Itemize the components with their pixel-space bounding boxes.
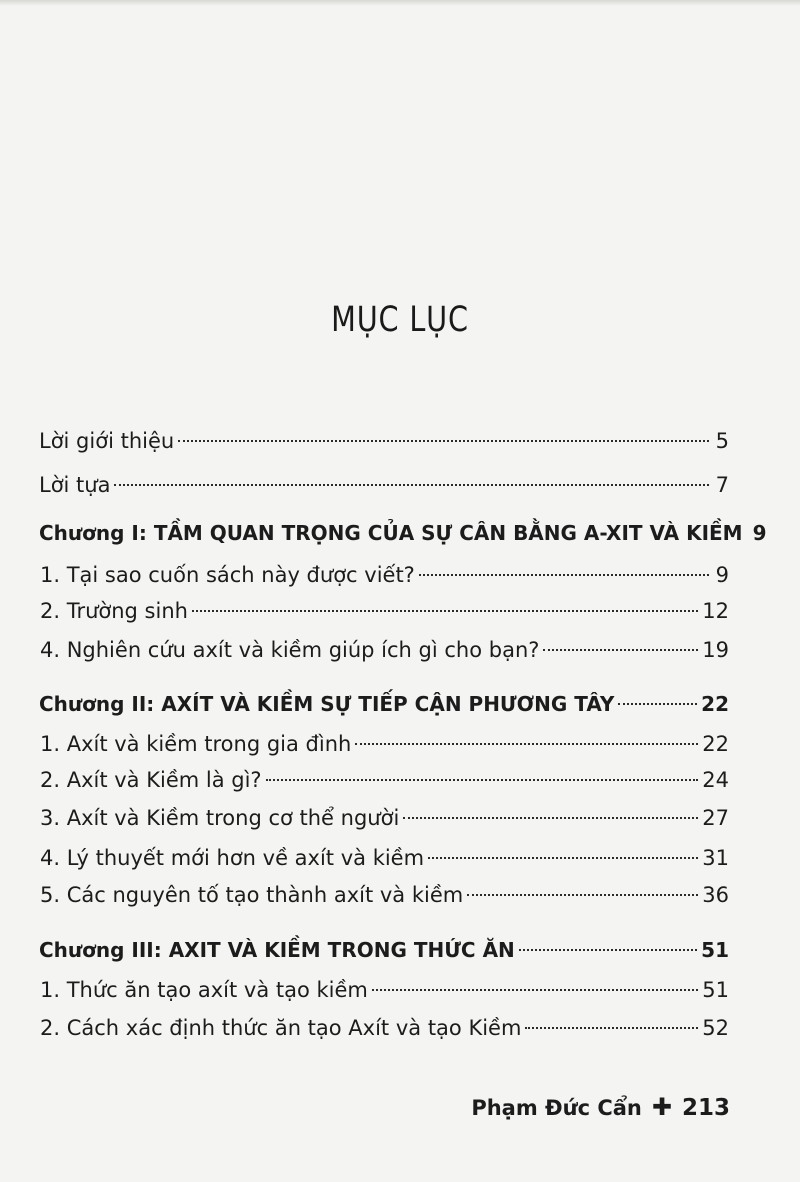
author-name: Phạm Đức Cẩn bbox=[471, 1096, 642, 1120]
toc-entry-label: 2. Axít và Kiềm là gì? bbox=[40, 768, 262, 792]
toc-entry-page: 31 bbox=[702, 846, 729, 870]
toc-entry bbox=[39, 880, 729, 910]
toc-entry-label: Lời giới thiệu bbox=[39, 429, 175, 453]
toc-entry bbox=[39, 843, 729, 873]
toc-entry bbox=[39, 635, 729, 665]
toc-entry-label: 2. Cách xác định thức ăn tạo Axít và tạo Kiềm bbox=[40, 1016, 522, 1040]
toc-entry-page: 12 bbox=[702, 599, 729, 623]
toc-entry bbox=[39, 560, 729, 590]
dot-leader bbox=[192, 610, 698, 612]
toc-entry bbox=[39, 765, 729, 795]
dot-leader bbox=[266, 779, 699, 781]
toc-entry-label: 4. Nghiên cứu axít và kiềm giúp ích gì cho bạn? bbox=[40, 638, 540, 662]
toc-entry-label: 4. Lý thuyết mới hơn về axít và kiềm bbox=[40, 846, 425, 870]
toc-chapter-heading bbox=[39, 689, 729, 719]
toc-entry-label: 1. Axít và kiềm trong gia đình bbox=[40, 732, 352, 756]
toc-entry bbox=[39, 729, 729, 759]
dot-leader bbox=[618, 703, 697, 705]
page-edge-shadow bbox=[0, 0, 800, 6]
toc-entry-label: Chương III: AXIT VÀ KIỀM TRONG THỨC ĂN bbox=[39, 938, 515, 962]
dot-leader bbox=[403, 817, 698, 819]
dot-leader bbox=[543, 649, 698, 651]
toc-entry-page: 27 bbox=[702, 806, 729, 830]
toc-entry-page: 51 bbox=[702, 978, 729, 1002]
dot-leader bbox=[428, 857, 698, 859]
page-number: 213 bbox=[681, 1095, 730, 1121]
toc-entry-page: 9 bbox=[752, 521, 767, 545]
toc-entry-page: 5 bbox=[715, 429, 729, 453]
toc-entry bbox=[39, 803, 729, 833]
toc-entry-page: 19 bbox=[702, 638, 729, 662]
dot-leader bbox=[114, 484, 709, 486]
page-footer bbox=[471, 1093, 730, 1121]
toc-entry-label: 1. Tại sao cuốn sách này được viết? bbox=[40, 563, 415, 587]
toc-entry-label: Chương II: AXÍT VÀ KIỀM SỰ TIẾP CẬN PHƯƠNG TÂY bbox=[39, 692, 615, 716]
dot-leader bbox=[372, 989, 698, 991]
toc-entry bbox=[39, 596, 729, 626]
plus-icon: ✚ bbox=[651, 1093, 672, 1121]
toc-entry-page: 22 bbox=[701, 692, 729, 716]
toc-entry-page: 7 bbox=[715, 473, 729, 497]
toc-entry-label: 2. Trường sinh bbox=[40, 599, 188, 623]
toc-entry-label: 1. Thức ăn tạo axít và tạo kiềm bbox=[40, 978, 368, 1002]
toc-entry-label: Lời tựa bbox=[39, 473, 111, 497]
toc-entry bbox=[39, 470, 729, 500]
toc-entry-label: 3. Axít và Kiềm trong cơ thể người bbox=[40, 806, 400, 830]
toc-entry-page: 52 bbox=[702, 1016, 729, 1040]
toc-entry-label: 5. Các nguyên tố tạo thành axít và kiềm bbox=[40, 883, 464, 907]
toc-entry-page: 36 bbox=[702, 883, 729, 907]
dot-leader bbox=[178, 440, 709, 442]
dot-leader bbox=[519, 949, 697, 951]
dot-leader bbox=[525, 1027, 698, 1029]
toc-chapter-heading bbox=[39, 935, 729, 965]
dot-leader bbox=[355, 743, 698, 745]
toc-entry-page: 9 bbox=[715, 563, 729, 587]
toc-entry bbox=[39, 426, 729, 456]
toc-entry-page: 22 bbox=[702, 732, 729, 756]
dot-leader bbox=[419, 574, 709, 576]
toc-entry bbox=[39, 1013, 729, 1043]
page-title: MỤC LỤC bbox=[331, 300, 469, 340]
dot-leader bbox=[467, 894, 698, 896]
toc-entry bbox=[39, 975, 729, 1005]
toc-entry-label: Chương I: TẦM QUAN TRỌNG CỦA SỰ CÂN BẰNG A-XIT VÀ KIỀM bbox=[39, 521, 743, 545]
toc-chapter-heading bbox=[39, 518, 767, 548]
toc-entry-page: 24 bbox=[702, 768, 729, 792]
toc-entry-page: 51 bbox=[701, 938, 729, 962]
